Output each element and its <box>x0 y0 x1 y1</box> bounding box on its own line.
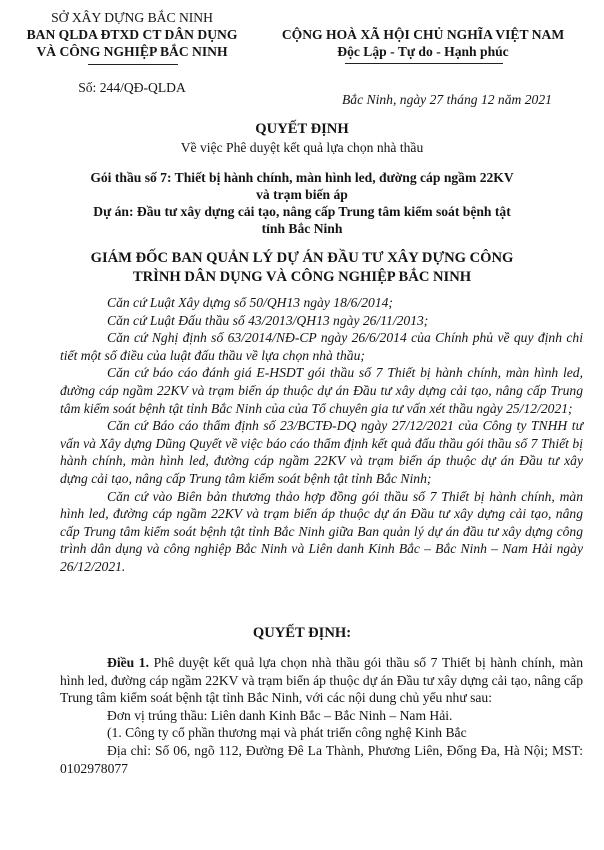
package-line-2: và trạm biến áp <box>256 187 348 202</box>
legal-basis-item: Căn cứ báo cáo đánh giá E-HSDT gói thầu số 7 Thiết bị hành chính, màn hình led, đường cáp ngầm 22KV và trạm biến áp thuộc dự án Đầu tư xây dựng cải tạo, nâng cấp Trung tâm kiểm soát bệnh tật tỉnh Bắc Ninh của của Tổ chuyên gia tư vấn xét thầu ngày 25/12/2021; <box>60 365 583 416</box>
legal-basis-item: Căn cứ Nghị định số 63/2014/NĐ-CP ngày 26/6/2014 của Chính phủ về quy định chi tiết một số điều của luật đấu thầu về lựa chọn nhà thầu; <box>60 330 583 363</box>
legal-basis-item: Căn cứ vào Biên bản thương thảo hợp đồng gói thầu số 7 Thiết bị hành chính, màn hình led, đường cáp ngầm 22KV và trạm biến áp thuộc dự án Đầu tư xây dựng cải tạo, nâng cấp Trung tâm kiểm soát bệnh tật tỉnh Bắc Ninh giữa Ban quản lý dự án đầu tư xây dựng công trình dân dụng và công nghiệp Bắc Ninh và Liên danh Kinh Bắc – Bắc Ninh – Nam Hải ngày 26/12/2021. <box>60 488 583 574</box>
decision-heading: QUYẾT ĐỊNH: <box>252 625 352 641</box>
winner-line: Đơn vị trúng thầu: Liên danh Kinh Bắc – Bắc Ninh – Nam Hải. <box>107 707 453 723</box>
legal-basis-item: Căn cứ Luật Đấu thầu số 43/2013/QH13 ngày 26/11/2013; <box>107 312 429 328</box>
member-1-line: (1. Công ty cổ phần thương mại và phát triển công nghệ Kinh Bắc <box>107 725 467 741</box>
national-motto: Độc Lập - Tự do - Hạnh phúc <box>337 44 509 59</box>
package-line-1: Gói thầu số 7: Thiết bị hành chính, màn hình led, đường cáp ngầm 22KV <box>90 170 514 185</box>
header-right-underline <box>345 63 503 64</box>
agency-name: SỞ XÂY DỰNG BẮC NINH <box>51 10 213 25</box>
legal-basis-item: Căn cứ Luật Xây dựng số 50/QH13 ngày 18/6/2014; <box>107 295 393 310</box>
project-line-1: Dự án: Đầu tư xây dựng cải tạo, nâng cấp Trung tâm kiểm soát bệnh tật <box>93 204 511 219</box>
header-left-underline <box>88 64 178 65</box>
member-1-address: Địa chỉ: Số 06, ngõ 112, Đường Đê La Thành, Phương Liên, Đống Đa, Hà Nội; MST: 0102978077 <box>60 742 583 776</box>
place-date: Bắc Ninh, ngày 27 tháng 12 năm 2021 <box>342 92 552 107</box>
decision-title: QUYẾT ĐỊNH <box>255 121 349 137</box>
document-number: Số: 244/QĐ-QLDA <box>78 80 186 95</box>
nation-title: CỘNG HOÀ XÃ HỘI CHỦ NGHĨA VIỆT NAM <box>281 27 565 42</box>
decision-body <box>60 654 583 777</box>
article-1 <box>60 654 583 707</box>
board-name-line2: VÀ CÔNG NGHIỆP BẮC NINH <box>36 44 228 59</box>
article-1-text: Phê duyệt kết quả lựa chọn nhà thầu gói thầu số 7 Thiết bị hành chính, màn hình led, đường cáp ngầm 22KV và trạm biến áp thuộc dự án Đầu tư xây dựng cải tạo, nâng cấp Trung tâm kiểm soát bệnh tật tỉnh Bắc Ninh, với các nội dung chủ yếu như sau: <box>60 655 583 706</box>
project-line-2: tỉnh Bắc Ninh <box>261 221 343 236</box>
legal-basis-item: Căn cứ Báo cáo thẩm định số 23/BCTĐ-DQ ngày 27/12/2021 của Công ty TNHH tư vấn và Xây dựng Dũng Quyết về việc báo cáo thẩm định kết quả đấu thầu gói thầu số 7 Thiết bị hành chính, màn hình led, đường cáp ngầm 22KV và trạm biến áp thuộc dự án Đầu tư xây dựng cải tạo, nâng cấp Trung tâm kiểm soát bệnh tật tỉnh Bắc Ninh; <box>60 418 583 486</box>
article-1-label: Điều 1. <box>107 655 149 670</box>
authority-line-1: GIÁM ĐỐC BAN QUẢN LÝ DỰ ÁN ĐẦU TƯ XÂY DỰNG CÔNG <box>90 250 514 266</box>
decision-subject: Về việc Phê duyệt kết quả lựa chọn nhà thầu <box>180 140 424 155</box>
authority-line-2: TRÌNH DÂN DỤNG VÀ CÔNG NGHIỆP BẮC NINH <box>132 269 472 285</box>
legal-bases <box>60 294 583 576</box>
board-name-line1: BAN QLDA ĐTXD CT DÂN DỤNG <box>26 27 238 42</box>
